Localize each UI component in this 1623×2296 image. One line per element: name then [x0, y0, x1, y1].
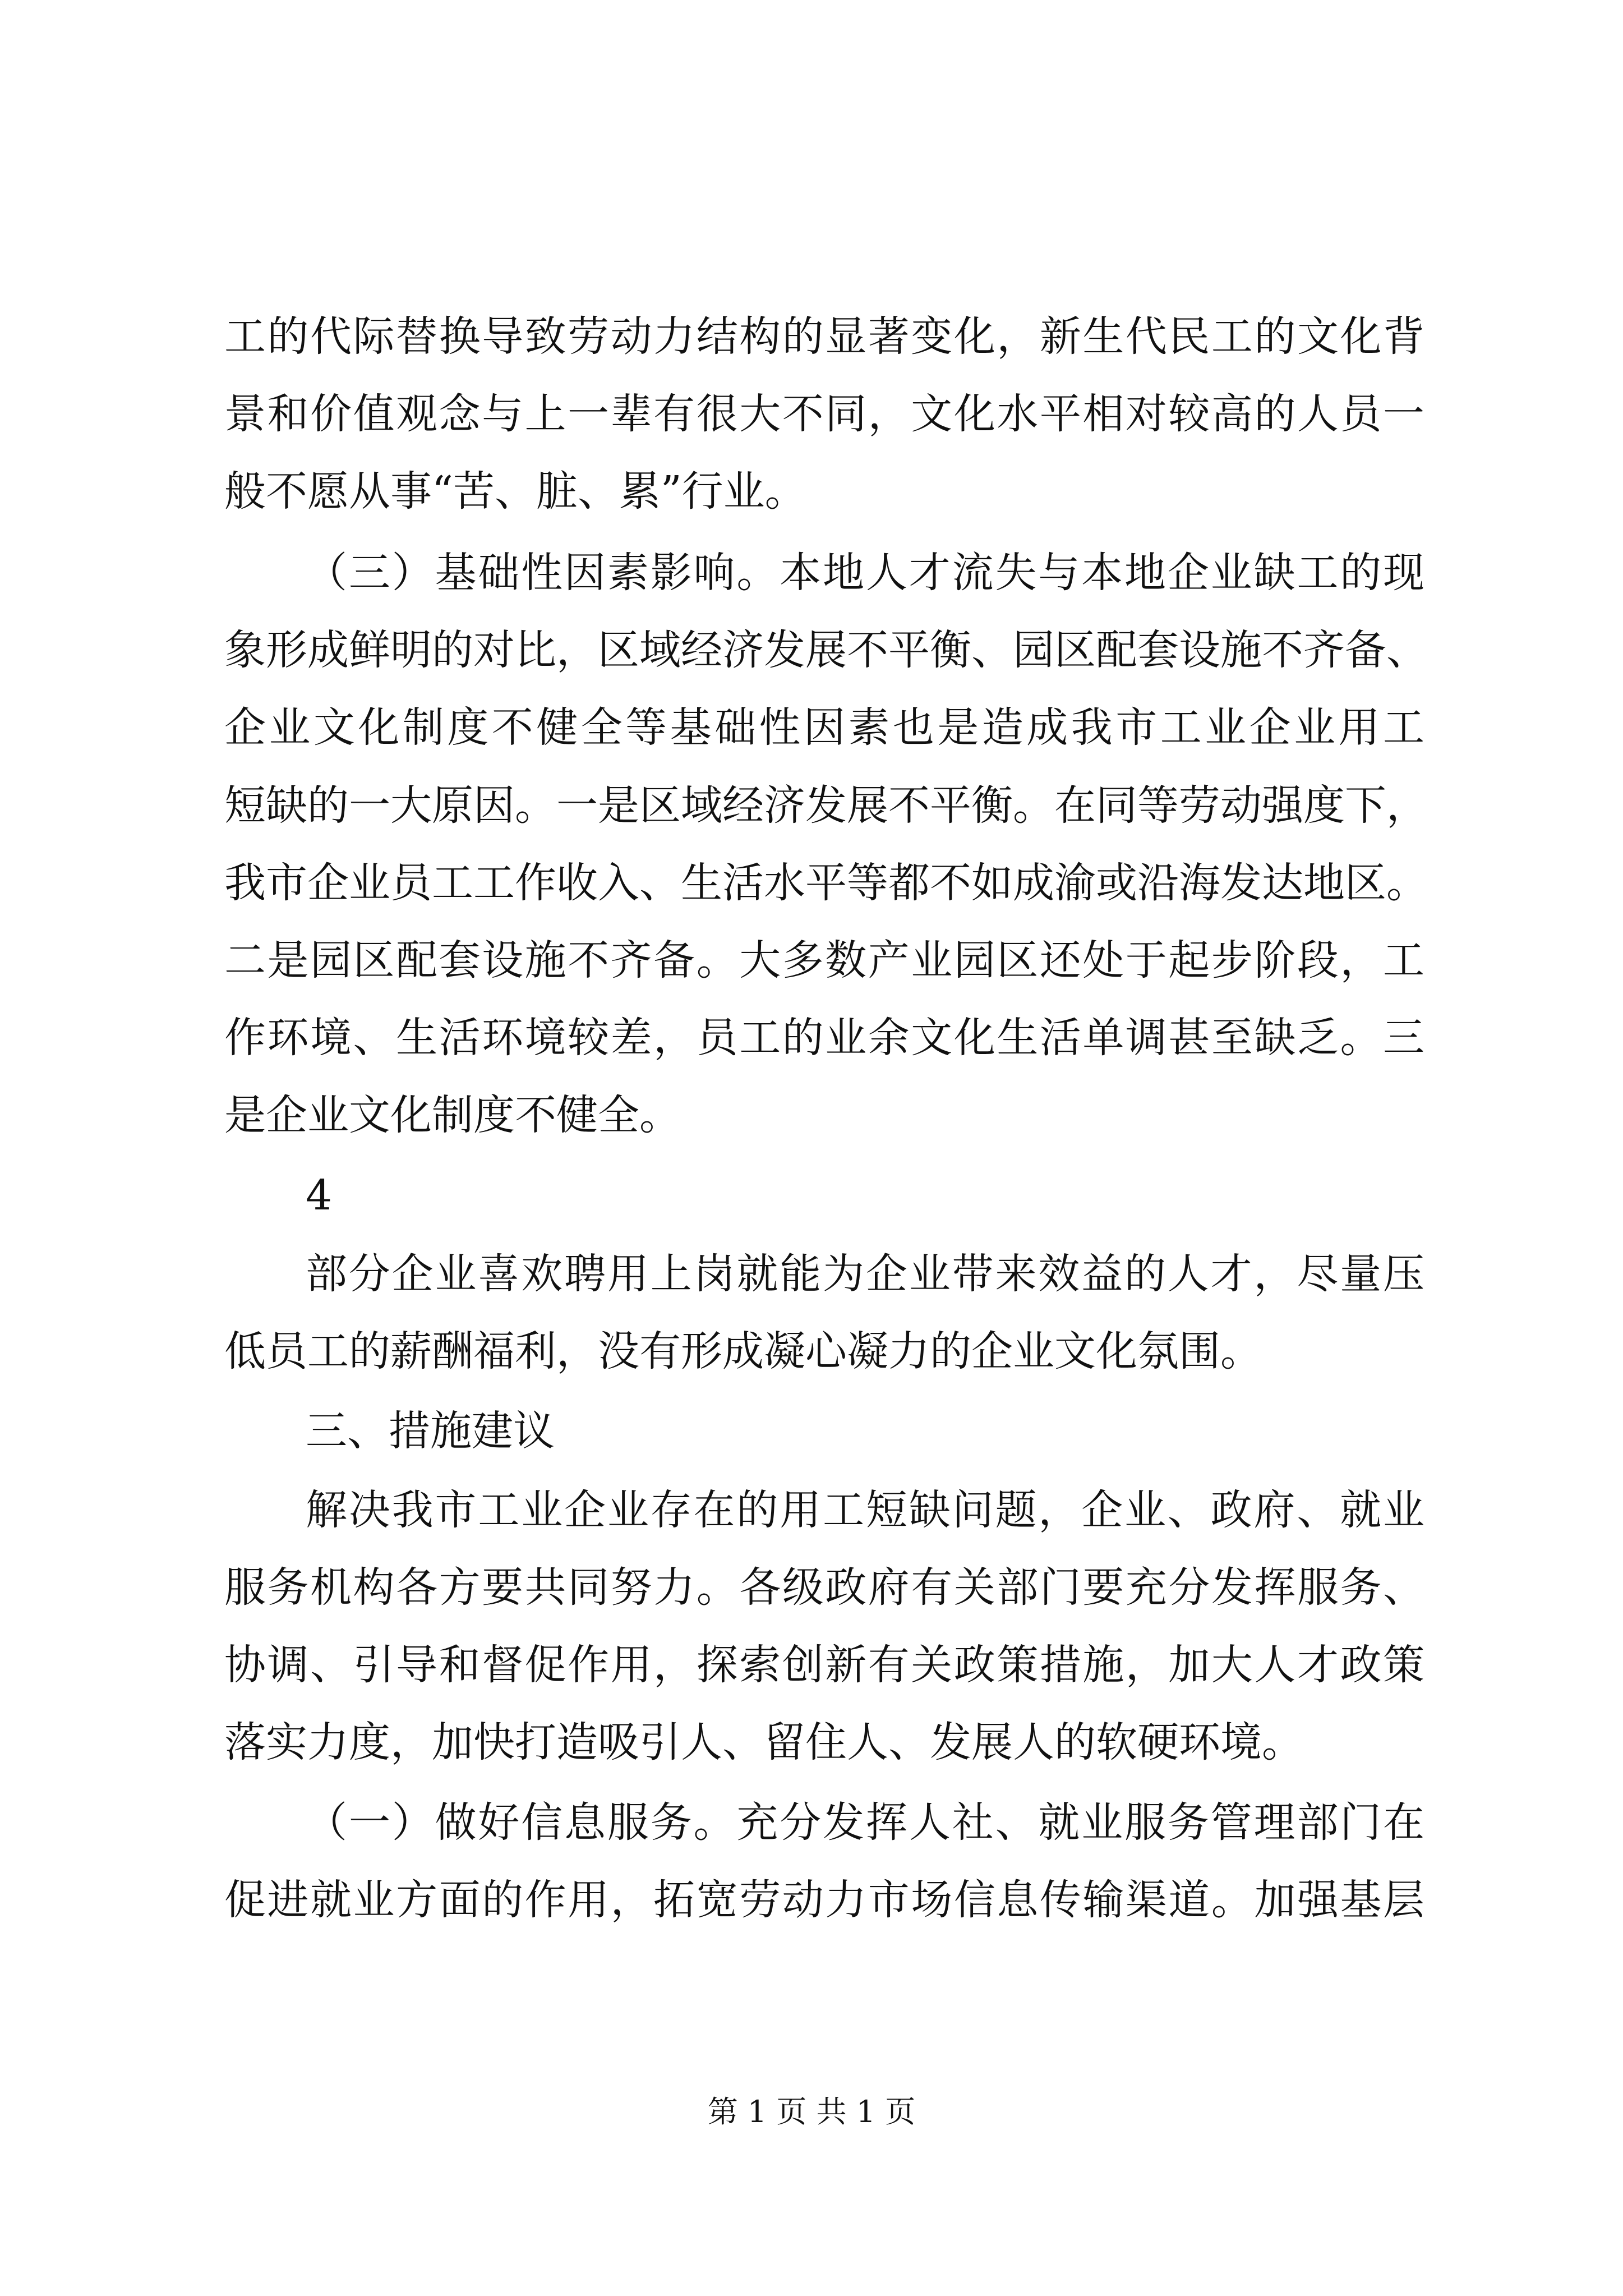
text-line-17: 落实力度，加快打造吸引人、留住人、发展人的软硬环境。 [224, 1718, 1303, 1766]
text-line-19: 促进就业方面的作用，拓宽劳动力市场信息传输渠道。加强基层 [224, 1876, 1424, 1924]
section-heading: 三、措施建议 [306, 1407, 555, 1455]
text-line-1: 工的代际替换导致劳动力结构的显著变化，新生代民工的文化背 [224, 312, 1424, 361]
text-line-10: 作环境、生活环境较差，员工的业余文化生活单调甚至缺乏。三 [224, 1014, 1424, 1062]
text-line-15: 服务机构各方要共同努力。各级政府有关部门要充分发挥服务、 [224, 1563, 1424, 1612]
text-line-4: （三）基础性因素影响。本地人才流失与本地企业缺工的现 [306, 549, 1424, 597]
text-line-16: 协调、引导和督促作用，探索创新有关政策措施，加大人才政策 [224, 1641, 1424, 1689]
text-line-5: 象形成鲜明的对比，区域经济发展不平衡、园区配套设施不齐备、 [224, 626, 1428, 674]
text-line-6: 企业文化制度不健全等基础性因素也是造成我市工业企业用工 [224, 703, 1424, 752]
text-line-12: 部分企业喜欢聘用上岗就能为企业带来效益的人才，尽量压 [306, 1250, 1424, 1298]
page-marker: 4 [306, 1171, 333, 1220]
text-line-13: 低员工的薪酬福利，没有形成凝心凝力的企业文化氛围。 [224, 1327, 1262, 1375]
text-line-2: 景和价值观念与上一辈有很大不同，文化水平相对较高的人员一 [224, 390, 1424, 438]
page-footer: 第 1 页 共 1 页 [707, 2094, 916, 2129]
text-line-8: 我市企业员工工作收入、生活水平等都不如成渝或沿海发达地区。 [224, 859, 1428, 907]
text-line-3: 般不愿从事“苦、脏、累”行业。 [224, 467, 806, 516]
text-line-14: 解决我市工业企业存在的用工短缺问题，企业、政府、就业 [306, 1486, 1424, 1534]
text-line-18: （一）做好信息服务。充分发挥人社、就业服务管理部门在 [306, 1798, 1424, 1847]
text-line-9: 二是园区配套设施不齐备。大多数产业园区还处于起步阶段，工 [224, 936, 1424, 984]
text-line-7: 短缺的一大原因。一是区域经济发展不平衡。在同等劳动强度下， [224, 781, 1428, 830]
text-line-11: 是企业文化制度不健全。 [224, 1091, 681, 1139]
